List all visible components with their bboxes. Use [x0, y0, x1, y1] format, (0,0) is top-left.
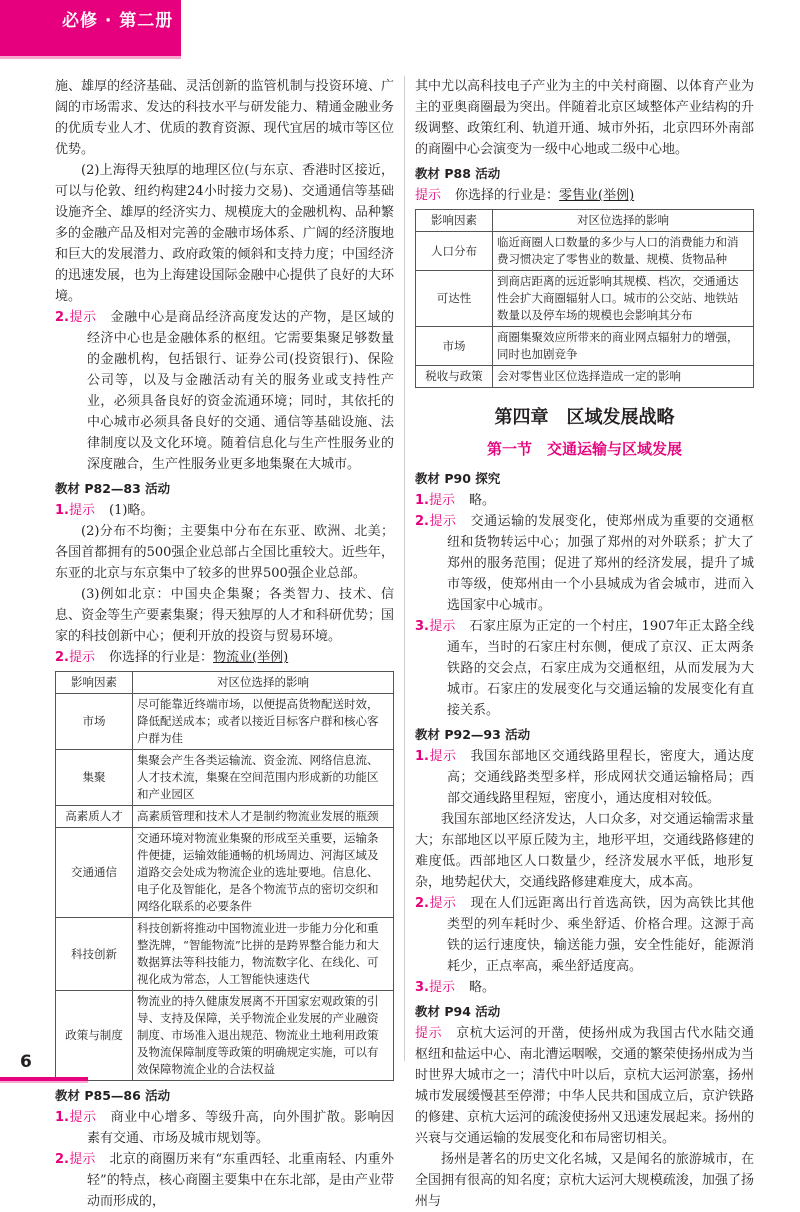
- table-cell-factor: 集聚: [56, 750, 133, 806]
- answer-text: 现在人们远距离出行首选高铁，因为高铁比其他类型的列车耗时少、乘坐舒适、价格合理。这源于高铁的运行速度快，输送能力强，安全性能好，能源消耗少，正点率高，乘坐舒适度高。: [447, 896, 754, 974]
- table-cell-factor: 人口分布: [416, 232, 493, 271]
- paragraph: 其中尤以高科技电子产业为主的中关村商圈、以体育产业为主的亚奥商圈最为突出。伴随着北京区域整体产业结构的升级调整、政策红利、轨道开通、城市外拓，北京四环外南部的商圈中心会演变为一级中心地或二级中心地。: [415, 79, 754, 157]
- table-row: [56, 918, 394, 991]
- hint-label: 提示: [428, 514, 457, 529]
- paragraph: (2)上海得天独厚的地理区位(与东京、香港时区接近，可以与伦敦、纽约构建24小时接力交易)、交通通信等基础设施齐全、雄厚的经济实力、规模庞大的金融机构、品种繁多的金融产品及相对完善的金融市场体系、广阔的经济腹地和巨大的发展潜力、政府政策的倾斜和支持力度；中国经济的迅速发展，也为上海建设国际金融中心提供了良好的大环境。: [55, 163, 394, 304]
- answer-text: (1)略。: [109, 503, 154, 518]
- table-cell-factor: 税收与政策: [416, 366, 493, 388]
- table-header-cell: 影响因素: [416, 210, 493, 232]
- table-row: [416, 232, 754, 271]
- answer-text: 金融中心是商品经济高度发达的产物，是区域的经济中心也是金融体系的枢纽。它需要集聚足够数量的金融机构，包括银行、证券公司(投资银行)、保险公司等，以及与金融活动有关的服务业或支持性产业，必须具备良好的资金流通环境；同时，其依托的中心城市必须具备良好的交通、通信等基础设施、法律制度以及文化环境。随着信息化与生产性服务业的深度融合，生产性服务业更多地集聚在大城市。: [87, 310, 394, 472]
- answer-text: 略。: [469, 980, 496, 995]
- answer-text: 石家庄原为正定的一个村庄，1907年正太路全线通车，当时的石家庄村东侧，便成了京汉、正太两条铁路的交会点，石家庄成为交通枢纽，从而发展为大城市。石家庄的发展变化与交通运输的发展变化有直接关系。: [447, 619, 754, 718]
- section-heading: 教材 P92—93 活动: [415, 727, 531, 742]
- answer-text: 交通运输的发展变化，使郑州成为重要的交通枢纽和货物转运中心；加强了郑州的对外联系；扩大了郑州的服务范围；促进了郑州的经济发展，提升了城市等级，使郑州由一个小县城成为省会城市，进而入选国家中心城市。: [447, 514, 754, 613]
- answer-text: 京杭大运河的开凿，使扬州成为我国古代水陆交通枢纽和盐运中心、南北漕运咽喉，交通的繁荣使扬州成为当时世界大城市之一；清代中叶以后，京杭大运河淤塞，扬州城市发展缓慢甚至停滞；中华人民共和国成立后，京沪铁路的修建、京杭大运河的疏浚使扬州又迅速发展起来。扬州的兴衰与交通运输的发展变化和布局密切相关。: [415, 1026, 754, 1146]
- answer-item: [415, 511, 754, 616]
- left-column: [55, 76, 394, 1212]
- answer-text: 你选择的行业是：: [455, 188, 560, 203]
- answer-item: [415, 616, 754, 721]
- answer-item: [55, 1107, 394, 1149]
- answer-item: [55, 307, 394, 475]
- table-row: [56, 750, 394, 806]
- item-number: 2.: [55, 1152, 69, 1167]
- answer-item: [415, 893, 754, 977]
- table-cell-effect: 高素质管理和技术人才是制约物流业发展的瓶颈: [133, 806, 394, 828]
- hint-label: 提示: [428, 619, 456, 634]
- hint-label: 提示: [68, 650, 95, 665]
- right-column: [415, 76, 754, 1212]
- table-row: [416, 271, 754, 327]
- table-header-cell: 对区位选择的影响: [493, 210, 754, 232]
- item-number: 3.: [415, 619, 429, 634]
- table-row: [56, 806, 394, 828]
- answer-text: 略。: [469, 493, 496, 508]
- answer-item: [415, 490, 754, 511]
- paragraph: 扬州是著名的历史文化名城，又是闻名的旅游城市，在全国拥有很高的知名度；京杭大运河大规模疏浚，加强了扬州与: [415, 1152, 754, 1209]
- table-cell-factor: 市场: [416, 327, 493, 366]
- table-cell-effect: 科技创新将推动中国物流业进一步能力分化和重整洗牌，“智能物流”比拼的是跨界整合能力和大数据算法等科技能力，物流数字化、在线化、可视化成为常态，人工智能快速迭代: [133, 918, 394, 991]
- paragraph: 施、雄厚的经济基础、灵活创新的监管机制与投资环境、广阔的市场需求、发达的科技水平与研发能力、精通金融业务的优质专业人才、优质的教育资源、现代宜居的城市等区位优势。: [55, 79, 394, 157]
- table-row: [56, 694, 394, 750]
- table-cell-effect: 到商店距离的远近影响其规模、档次，交通通达性会扩大商圈辐射人口。城市的公交站、地铁站数量以及停车场的规模也会影响其分布: [493, 271, 754, 327]
- page-number: 6: [20, 1052, 32, 1072]
- section-heading: 教材 P88 活动: [415, 166, 501, 181]
- item-number: 1.: [415, 493, 429, 508]
- hint-label: 提示: [68, 1152, 96, 1167]
- table-header-row: [56, 672, 394, 694]
- item-number: 1.: [415, 749, 429, 764]
- item-number: 3.: [415, 980, 429, 995]
- answer-text: 你选择的行业是：: [109, 650, 214, 665]
- hint-label: 提示: [68, 503, 95, 518]
- column-divider: [404, 76, 405, 1061]
- hint-label: 提示: [428, 749, 457, 764]
- section-heading: 教材 P85—86 活动: [55, 1088, 171, 1103]
- logistics-location-table: [55, 671, 394, 1081]
- item-number: 1.: [55, 1110, 69, 1125]
- paragraph: (3)例如北京：中国央企集聚；各类智力、技术、信息、资金等生产要素集聚；得天独厚的人才和科研优势；国家的科技创新中心；便利开放的投资与贸易环境。: [55, 587, 394, 644]
- section-heading: 教材 P90 探究: [415, 471, 501, 486]
- table-cell-factor: 高素质人才: [56, 806, 133, 828]
- table-cell-effect: 会对零售业区位选择造成一定的影响: [493, 366, 754, 388]
- answer-text: 北京的商圈历来有“东重西轻、北重南轻、内重外轻”的特点，核心商圈主要集中在东北部，是由产业带动而形成的，: [87, 1152, 394, 1209]
- section-heading: 教材 P94 活动: [415, 1004, 501, 1019]
- item-number: 2.: [55, 650, 69, 665]
- hint-label: 提示: [428, 980, 455, 995]
- header-title: 必修 · 第二册: [62, 11, 174, 31]
- answer-item: [55, 500, 394, 521]
- table-cell-factor: 科技创新: [56, 918, 133, 991]
- retail-location-table: [415, 209, 754, 388]
- table-header-cell: 影响因素: [56, 672, 133, 694]
- answer-item: [415, 1023, 754, 1149]
- hint-label: 提示: [415, 188, 442, 203]
- table-row: [416, 366, 754, 388]
- table-cell-effect: 尽可能靠近终端市场，以便提高货物配送时效，降低配送成本；或者以接近目标客户群和核心客户群为佳: [133, 694, 394, 750]
- paragraph: (2)分布不均衡；主要集中分布在东亚、欧洲、北美；各国首都拥有的500强企业总部占全国比重较大。近些年，东亚的北京与东京集中了较多的世界500强企业总部。: [55, 524, 394, 581]
- table-row: [56, 991, 394, 1081]
- page-number-bar-light: [0, 1081, 88, 1083]
- answer-item: [415, 977, 754, 998]
- answer-item: [55, 1149, 394, 1212]
- table-cell-effect: 集聚会产生各类运输流、资金流、网络信息流、人才技术流，集聚在空间范围内形成新的功能区和产业园区: [133, 750, 394, 806]
- section-heading: 教材 P82—83 活动: [55, 481, 171, 496]
- table-cell-factor: 市场: [56, 694, 133, 750]
- answer-text: 商业中心增多、等级升高，向外围扩散。影响因素有交通、市场及城市规划等。: [87, 1110, 394, 1146]
- answer-item: [415, 185, 754, 206]
- table-cell-effect: 交通环境对物流业集聚的形成至关重要，运输条件便捷，运输效能通畅的机场周边、河海区域及道路交会处成为物流企业的选址要地。信息化、电子化及智能化，是各个物流节点的密切交织和网络化联系的必要条件: [133, 828, 394, 918]
- hint-label: 提示: [68, 1110, 97, 1125]
- answer-item: [415, 746, 754, 809]
- table-cell-factor: 可达性: [416, 271, 493, 327]
- item-number: 2.: [55, 310, 69, 325]
- paragraph: 我国东部地区经济发达，人口众多，对交通运输需求量大；东部地区以平原丘陵为主，地形平坦，交通线路修建的难度低。西部地区人口数量少，经济发展水平低，地形复杂，地势起伏大，交通线路修建难度大，成本高。: [415, 812, 754, 890]
- table-header-row: [416, 210, 754, 232]
- item-number: 2.: [415, 514, 429, 529]
- answer-text: 我国东部地区交通线路里程长，密度大，通达度高；交通线路类型多样，形成网状交通运输格局；西部交通线路里程短，密度小，通达度相对较低。: [447, 749, 754, 806]
- header-underline: [0, 56, 181, 59]
- table-cell-effect: 物流业的持久健康发展离不开国家宏观政策的引导、支持及保障，关乎物流企业发展的产业融资制度、市场准入退出规范、物流业土地利用政策及物流保障制度等政策的明确规定实施，可以有效保障物流企业的合法权益: [133, 991, 394, 1081]
- table-cell-effect: 临近商圈人口数量的多少与人口的消费能力和消费习惯决定了零售业的数量、规模、货物品种: [493, 232, 754, 271]
- table-row: [56, 828, 394, 918]
- hint-label: 提示: [415, 1026, 443, 1041]
- table-cell-factor: 交通通信: [56, 828, 133, 918]
- table-row: [416, 327, 754, 366]
- table-cell-factor: 政策与制度: [56, 991, 133, 1081]
- chosen-industry: 物流业(举例): [213, 650, 289, 665]
- chosen-industry: 零售业(举例): [559, 188, 635, 203]
- section-title: 第一节 交通运输与区域发展: [486, 440, 682, 458]
- hint-label: 提示: [68, 310, 97, 325]
- hint-label: 提示: [428, 493, 455, 508]
- chapter-title: 第四章 区域发展战略: [494, 407, 675, 428]
- item-number: 2.: [415, 896, 429, 911]
- answer-item: [55, 647, 394, 668]
- hint-label: 提示: [428, 896, 457, 911]
- table-header-cell: 对区位选择的影响: [133, 672, 394, 694]
- item-number: 1.: [55, 503, 69, 518]
- table-cell-effect: 商圈集聚效应所带来的商业网点辐射力的增强，同时也加剧竞争: [493, 327, 754, 366]
